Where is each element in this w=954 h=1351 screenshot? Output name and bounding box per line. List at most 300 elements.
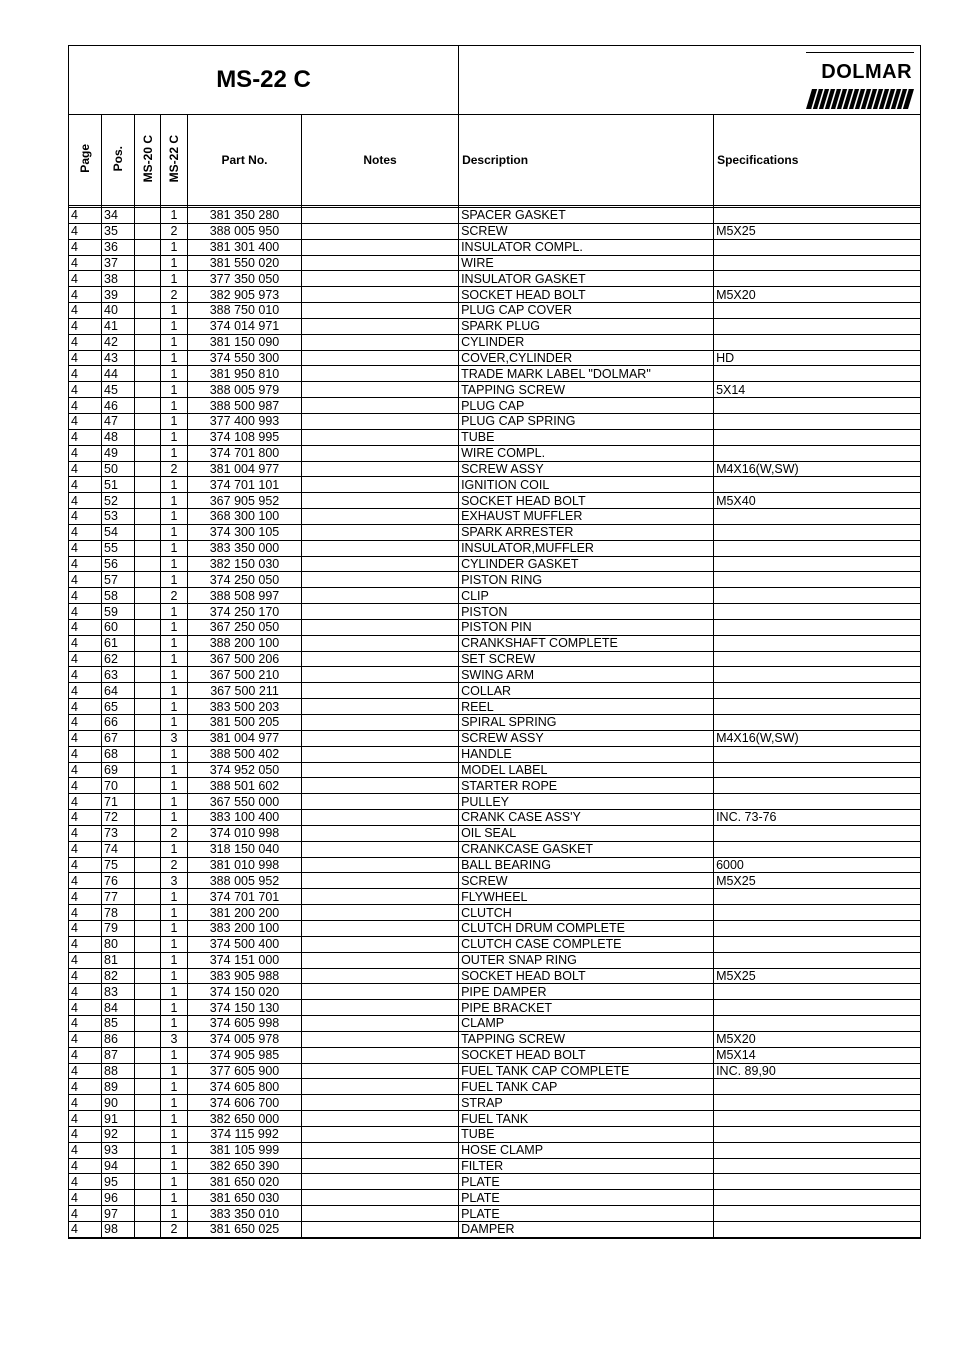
cell-ms22c-qty: 3 bbox=[161, 730, 188, 746]
cell-pos: 44 bbox=[102, 366, 135, 382]
cell-ms20c-qty bbox=[135, 477, 161, 493]
cell-notes bbox=[302, 445, 459, 461]
col-header-notes: Notes bbox=[302, 115, 459, 206]
table-row bbox=[69, 509, 921, 525]
cell-description: PISTON RING bbox=[459, 572, 714, 588]
cell-notes bbox=[302, 619, 459, 635]
cell-specifications bbox=[714, 1111, 921, 1127]
cell-pos: 68 bbox=[102, 746, 135, 762]
cell-specifications bbox=[714, 1126, 921, 1142]
cell-pos: 62 bbox=[102, 651, 135, 667]
page-title: MS-22 C bbox=[69, 46, 459, 115]
cell-page: 4 bbox=[69, 1111, 102, 1127]
cell-ms20c-qty bbox=[135, 1047, 161, 1063]
cell-ms20c-qty bbox=[135, 1190, 161, 1206]
table-row bbox=[69, 635, 921, 651]
cell-description: SCREW bbox=[459, 223, 714, 239]
cell-page: 4 bbox=[69, 667, 102, 683]
cell-pos: 53 bbox=[102, 509, 135, 525]
cell-notes bbox=[302, 1079, 459, 1095]
cell-ms20c-qty bbox=[135, 1000, 161, 1016]
cell-pos: 54 bbox=[102, 524, 135, 540]
cell-ms20c-qty bbox=[135, 889, 161, 905]
cell-notes bbox=[302, 1095, 459, 1111]
cell-pos: 85 bbox=[102, 1016, 135, 1032]
cell-page: 4 bbox=[69, 1079, 102, 1095]
cell-notes bbox=[302, 540, 459, 556]
cell-pos: 61 bbox=[102, 635, 135, 651]
table-row bbox=[69, 271, 921, 287]
cell-ms20c-qty bbox=[135, 746, 161, 762]
table-row bbox=[69, 1190, 921, 1206]
cell-description: SCREW ASSY bbox=[459, 461, 714, 477]
cell-specifications: M5X25 bbox=[714, 968, 921, 984]
table-row bbox=[69, 920, 921, 936]
cell-ms20c-qty bbox=[135, 572, 161, 588]
cell-ms22c-qty: 1 bbox=[161, 1142, 188, 1158]
cell-description: STARTER ROPE bbox=[459, 778, 714, 794]
table-row bbox=[69, 667, 921, 683]
table-row bbox=[69, 208, 921, 224]
table-row bbox=[69, 810, 921, 826]
col-header-page: Page bbox=[69, 115, 102, 206]
table-row bbox=[69, 778, 921, 794]
cell-pos: 82 bbox=[102, 968, 135, 984]
cell-pos: 69 bbox=[102, 762, 135, 778]
cell-notes bbox=[302, 1206, 459, 1222]
cell-ms22c-qty: 3 bbox=[161, 873, 188, 889]
cell-ms20c-qty bbox=[135, 984, 161, 1000]
cell-description: WIRE COMPL. bbox=[459, 445, 714, 461]
cell-ms22c-qty: 1 bbox=[161, 1063, 188, 1079]
cell-specifications bbox=[714, 429, 921, 445]
cell-page: 4 bbox=[69, 398, 102, 414]
cell-specifications: M5X40 bbox=[714, 493, 921, 509]
cell-specifications bbox=[714, 1158, 921, 1174]
table-row bbox=[69, 1063, 921, 1079]
cell-ms22c-qty: 1 bbox=[161, 936, 188, 952]
cell-page: 4 bbox=[69, 984, 102, 1000]
cell-ms22c-qty: 1 bbox=[161, 1126, 188, 1142]
cell-description: CYLINDER bbox=[459, 334, 714, 350]
cell-notes bbox=[302, 1174, 459, 1190]
cell-notes bbox=[302, 318, 459, 334]
cell-page: 4 bbox=[69, 841, 102, 857]
cell-notes bbox=[302, 825, 459, 841]
table-row bbox=[69, 746, 921, 762]
cell-ms20c-qty bbox=[135, 1016, 161, 1032]
cell-description: PIPE BRACKET bbox=[459, 1000, 714, 1016]
cell-specifications bbox=[714, 413, 921, 429]
cell-page: 4 bbox=[69, 1047, 102, 1063]
cell-notes bbox=[302, 382, 459, 398]
cell-pos: 98 bbox=[102, 1222, 135, 1238]
cell-pos: 47 bbox=[102, 413, 135, 429]
cell-description: INSULATOR COMPL. bbox=[459, 239, 714, 255]
cell-pos: 43 bbox=[102, 350, 135, 366]
title-row bbox=[69, 46, 921, 115]
cell-part-number: 388 500 987 bbox=[188, 398, 302, 414]
cell-pos: 65 bbox=[102, 699, 135, 715]
table-row bbox=[69, 1222, 921, 1238]
cell-description: SPARK PLUG bbox=[459, 318, 714, 334]
cell-notes bbox=[302, 1158, 459, 1174]
cell-part-number: 381 150 090 bbox=[188, 334, 302, 350]
cell-notes bbox=[302, 1142, 459, 1158]
cell-page: 4 bbox=[69, 1095, 102, 1111]
cell-notes bbox=[302, 841, 459, 857]
cell-ms20c-qty bbox=[135, 556, 161, 572]
cell-ms22c-qty: 1 bbox=[161, 604, 188, 620]
cell-part-number: 388 005 952 bbox=[188, 873, 302, 889]
table-row bbox=[69, 651, 921, 667]
cell-specifications bbox=[714, 1190, 921, 1206]
cell-page: 4 bbox=[69, 1031, 102, 1047]
cell-ms20c-qty bbox=[135, 1111, 161, 1127]
cell-specifications: M5X25 bbox=[714, 223, 921, 239]
cell-ms20c-qty bbox=[135, 1158, 161, 1174]
cell-part-number: 377 605 900 bbox=[188, 1063, 302, 1079]
cell-ms22c-qty: 1 bbox=[161, 477, 188, 493]
cell-specifications bbox=[714, 762, 921, 778]
table-row bbox=[69, 762, 921, 778]
cell-notes bbox=[302, 778, 459, 794]
cell-description: HANDLE bbox=[459, 746, 714, 762]
cell-part-number: 382 150 030 bbox=[188, 556, 302, 572]
cell-page: 4 bbox=[69, 905, 102, 921]
cell-notes bbox=[302, 667, 459, 683]
cell-pos: 90 bbox=[102, 1095, 135, 1111]
table-row bbox=[69, 382, 921, 398]
cell-notes bbox=[302, 905, 459, 921]
cell-specifications bbox=[714, 1016, 921, 1032]
cell-ms20c-qty bbox=[135, 778, 161, 794]
cell-specifications: INC. 89,90 bbox=[714, 1063, 921, 1079]
cell-part-number: 381 950 810 bbox=[188, 366, 302, 382]
cell-pos: 46 bbox=[102, 398, 135, 414]
cell-ms20c-qty bbox=[135, 255, 161, 271]
cell-ms20c-qty bbox=[135, 1206, 161, 1222]
cell-description: CRANKCASE GASKET bbox=[459, 841, 714, 857]
cell-ms22c-qty: 1 bbox=[161, 762, 188, 778]
cell-notes bbox=[302, 984, 459, 1000]
cell-page: 4 bbox=[69, 540, 102, 556]
logo-stripes-icon bbox=[806, 89, 914, 109]
cell-ms22c-qty: 1 bbox=[161, 398, 188, 414]
cell-notes bbox=[302, 730, 459, 746]
cell-part-number: 381 650 025 bbox=[188, 1222, 302, 1238]
cell-specifications: M4X16(W,SW) bbox=[714, 461, 921, 477]
cell-description: PLATE bbox=[459, 1190, 714, 1206]
cell-ms20c-qty bbox=[135, 794, 161, 810]
cell-ms22c-qty: 1 bbox=[161, 667, 188, 683]
cell-description: TUBE bbox=[459, 429, 714, 445]
cell-part-number: 368 300 100 bbox=[188, 509, 302, 525]
col-header-ms20c: MS-20 C bbox=[135, 115, 161, 206]
cell-specifications bbox=[714, 619, 921, 635]
cell-page: 4 bbox=[69, 730, 102, 746]
cell-page: 4 bbox=[69, 746, 102, 762]
cell-description: PIPE DAMPER bbox=[459, 984, 714, 1000]
cell-page: 4 bbox=[69, 318, 102, 334]
cell-specifications bbox=[714, 825, 921, 841]
cell-part-number: 374 701 101 bbox=[188, 477, 302, 493]
cell-pos: 83 bbox=[102, 984, 135, 1000]
cell-specifications bbox=[714, 1079, 921, 1095]
cell-ms20c-qty bbox=[135, 905, 161, 921]
cell-part-number: 383 100 400 bbox=[188, 810, 302, 826]
cell-notes bbox=[302, 920, 459, 936]
cell-ms22c-qty: 1 bbox=[161, 778, 188, 794]
table-row bbox=[69, 318, 921, 334]
cell-pos: 50 bbox=[102, 461, 135, 477]
cell-notes bbox=[302, 287, 459, 303]
cell-page: 4 bbox=[69, 429, 102, 445]
cell-notes bbox=[302, 524, 459, 540]
cell-specifications bbox=[714, 255, 921, 271]
cell-specifications bbox=[714, 398, 921, 414]
cell-notes bbox=[302, 303, 459, 319]
cell-description: CLUTCH DRUM COMPLETE bbox=[459, 920, 714, 936]
cell-specifications bbox=[714, 1174, 921, 1190]
cell-ms22c-qty: 1 bbox=[161, 493, 188, 509]
cell-description: SOCKET HEAD BOLT bbox=[459, 1047, 714, 1063]
cell-part-number: 367 250 050 bbox=[188, 619, 302, 635]
cell-pos: 84 bbox=[102, 1000, 135, 1016]
cell-page: 4 bbox=[69, 889, 102, 905]
table-row bbox=[69, 334, 921, 350]
cell-part-number: 374 300 105 bbox=[188, 524, 302, 540]
cell-notes bbox=[302, 683, 459, 699]
cell-description: CYLINDER GASKET bbox=[459, 556, 714, 572]
table-row bbox=[69, 524, 921, 540]
cell-notes bbox=[302, 762, 459, 778]
cell-ms20c-qty bbox=[135, 683, 161, 699]
cell-specifications bbox=[714, 920, 921, 936]
cell-description: SPARK ARRESTER bbox=[459, 524, 714, 540]
cell-ms22c-qty: 2 bbox=[161, 223, 188, 239]
cell-pos: 64 bbox=[102, 683, 135, 699]
cell-pos: 45 bbox=[102, 382, 135, 398]
cell-ms20c-qty bbox=[135, 524, 161, 540]
col-header-ms22c: MS-22 C bbox=[161, 115, 188, 206]
cell-specifications bbox=[714, 936, 921, 952]
cell-part-number: 381 550 020 bbox=[188, 255, 302, 271]
cell-ms22c-qty: 1 bbox=[161, 524, 188, 540]
cell-part-number: 374 701 800 bbox=[188, 445, 302, 461]
cell-ms20c-qty bbox=[135, 1126, 161, 1142]
cell-description: TAPPING SCREW bbox=[459, 382, 714, 398]
cell-notes bbox=[302, 429, 459, 445]
cell-part-number: 374 606 700 bbox=[188, 1095, 302, 1111]
cell-part-number: 382 650 000 bbox=[188, 1111, 302, 1127]
cell-description: CLAMP bbox=[459, 1016, 714, 1032]
cell-specifications: M5X20 bbox=[714, 287, 921, 303]
cell-pos: 95 bbox=[102, 1174, 135, 1190]
cell-ms20c-qty bbox=[135, 382, 161, 398]
col-header-description: Description bbox=[459, 115, 714, 206]
cell-pos: 76 bbox=[102, 873, 135, 889]
cell-ms22c-qty: 2 bbox=[161, 461, 188, 477]
cell-specifications bbox=[714, 715, 921, 731]
cell-notes bbox=[302, 588, 459, 604]
cell-description: FLYWHEEL bbox=[459, 889, 714, 905]
table-row bbox=[69, 905, 921, 921]
cell-ms20c-qty bbox=[135, 239, 161, 255]
cell-part-number: 374 115 992 bbox=[188, 1126, 302, 1142]
cell-description: SCREW ASSY bbox=[459, 730, 714, 746]
cell-description: INSULATOR GASKET bbox=[459, 271, 714, 287]
cell-specifications bbox=[714, 303, 921, 319]
cell-ms20c-qty bbox=[135, 651, 161, 667]
cell-specifications: M5X20 bbox=[714, 1031, 921, 1047]
cell-specifications: INC. 73-76 bbox=[714, 810, 921, 826]
cell-pos: 79 bbox=[102, 920, 135, 936]
cell-page: 4 bbox=[69, 350, 102, 366]
cell-pos: 38 bbox=[102, 271, 135, 287]
cell-ms20c-qty bbox=[135, 762, 161, 778]
cell-part-number: 374 605 800 bbox=[188, 1079, 302, 1095]
cell-notes bbox=[302, 746, 459, 762]
cell-part-number: 374 108 995 bbox=[188, 429, 302, 445]
cell-part-number: 374 500 400 bbox=[188, 936, 302, 952]
cell-notes bbox=[302, 1190, 459, 1206]
table-row bbox=[69, 873, 921, 889]
table-row bbox=[69, 1174, 921, 1190]
cell-description: PLUG CAP COVER bbox=[459, 303, 714, 319]
cell-page: 4 bbox=[69, 493, 102, 509]
cell-page: 4 bbox=[69, 239, 102, 255]
cell-ms20c-qty bbox=[135, 1079, 161, 1095]
cell-ms20c-qty bbox=[135, 540, 161, 556]
cell-part-number: 388 005 979 bbox=[188, 382, 302, 398]
parts-table bbox=[68, 45, 921, 1239]
cell-description: TAPPING SCREW bbox=[459, 1031, 714, 1047]
cell-ms20c-qty bbox=[135, 1174, 161, 1190]
cell-notes bbox=[302, 873, 459, 889]
cell-notes bbox=[302, 223, 459, 239]
cell-ms22c-qty: 1 bbox=[161, 1158, 188, 1174]
col-header-specifications: Specifications bbox=[714, 115, 921, 206]
cell-pos: 66 bbox=[102, 715, 135, 731]
cell-pos: 80 bbox=[102, 936, 135, 952]
cell-notes bbox=[302, 889, 459, 905]
cell-part-number: 388 200 100 bbox=[188, 635, 302, 651]
cell-specifications: HD bbox=[714, 350, 921, 366]
table-row bbox=[69, 303, 921, 319]
cell-page: 4 bbox=[69, 1126, 102, 1142]
cell-ms22c-qty: 1 bbox=[161, 905, 188, 921]
cell-ms22c-qty: 1 bbox=[161, 952, 188, 968]
cell-pos: 73 bbox=[102, 825, 135, 841]
cell-specifications bbox=[714, 778, 921, 794]
cell-page: 4 bbox=[69, 1222, 102, 1238]
cell-part-number: 383 500 203 bbox=[188, 699, 302, 715]
cell-description: WIRE bbox=[459, 255, 714, 271]
cell-pos: 88 bbox=[102, 1063, 135, 1079]
cell-part-number: 377 400 993 bbox=[188, 413, 302, 429]
table-row bbox=[69, 699, 921, 715]
cell-page: 4 bbox=[69, 825, 102, 841]
cell-page: 4 bbox=[69, 524, 102, 540]
cell-pos: 55 bbox=[102, 540, 135, 556]
cell-ms20c-qty bbox=[135, 1222, 161, 1238]
table-row bbox=[69, 936, 921, 952]
cell-specifications bbox=[714, 524, 921, 540]
cell-ms22c-qty: 1 bbox=[161, 889, 188, 905]
cell-description: COLLAR bbox=[459, 683, 714, 699]
table-row bbox=[69, 223, 921, 239]
cell-pos: 96 bbox=[102, 1190, 135, 1206]
cell-ms22c-qty: 3 bbox=[161, 1031, 188, 1047]
cell-ms20c-qty bbox=[135, 1142, 161, 1158]
cell-part-number: 381 004 977 bbox=[188, 730, 302, 746]
cell-ms22c-qty: 1 bbox=[161, 239, 188, 255]
cell-specifications bbox=[714, 1206, 921, 1222]
cell-page: 4 bbox=[69, 936, 102, 952]
cell-specifications bbox=[714, 794, 921, 810]
cell-part-number: 381 004 977 bbox=[188, 461, 302, 477]
cell-specifications bbox=[714, 540, 921, 556]
col-header-pos: Pos. bbox=[102, 115, 135, 206]
cell-description: SOCKET HEAD BOLT bbox=[459, 287, 714, 303]
cell-ms22c-qty: 1 bbox=[161, 968, 188, 984]
cell-notes bbox=[302, 572, 459, 588]
cell-page: 4 bbox=[69, 271, 102, 287]
table-row bbox=[69, 287, 921, 303]
cell-pos: 91 bbox=[102, 1111, 135, 1127]
cell-part-number: 383 350 010 bbox=[188, 1206, 302, 1222]
cell-description: PLATE bbox=[459, 1206, 714, 1222]
cell-ms20c-qty bbox=[135, 429, 161, 445]
cell-ms22c-qty: 2 bbox=[161, 857, 188, 873]
cell-ms22c-qty: 1 bbox=[161, 746, 188, 762]
cell-ms20c-qty bbox=[135, 810, 161, 826]
cell-ms20c-qty bbox=[135, 968, 161, 984]
brand-name: DOLMAR bbox=[821, 61, 913, 83]
cell-notes bbox=[302, 413, 459, 429]
cell-specifications bbox=[714, 445, 921, 461]
cell-notes bbox=[302, 1222, 459, 1238]
cell-ms22c-qty: 1 bbox=[161, 794, 188, 810]
table-row bbox=[69, 952, 921, 968]
cell-specifications bbox=[714, 635, 921, 651]
table-row bbox=[69, 683, 921, 699]
cell-ms22c-qty: 1 bbox=[161, 1000, 188, 1016]
cell-notes bbox=[302, 715, 459, 731]
cell-part-number: 383 905 988 bbox=[188, 968, 302, 984]
cell-part-number: 374 010 998 bbox=[188, 825, 302, 841]
table-row bbox=[69, 1126, 921, 1142]
cell-page: 4 bbox=[69, 683, 102, 699]
cell-ms22c-qty: 1 bbox=[161, 271, 188, 287]
cell-notes bbox=[302, 1111, 459, 1127]
cell-ms22c-qty: 1 bbox=[161, 1190, 188, 1206]
cell-part-number: 388 750 010 bbox=[188, 303, 302, 319]
cell-pos: 39 bbox=[102, 287, 135, 303]
cell-part-number: 374 150 020 bbox=[188, 984, 302, 1000]
cell-ms22c-qty: 1 bbox=[161, 920, 188, 936]
cell-part-number: 374 005 978 bbox=[188, 1031, 302, 1047]
cell-description: SPIRAL SPRING bbox=[459, 715, 714, 731]
cell-ms20c-qty bbox=[135, 509, 161, 525]
cell-specifications: M4X16(W,SW) bbox=[714, 730, 921, 746]
cell-notes bbox=[302, 477, 459, 493]
cell-notes bbox=[302, 857, 459, 873]
cell-part-number: 377 350 050 bbox=[188, 271, 302, 287]
cell-page: 4 bbox=[69, 778, 102, 794]
cell-ms22c-qty: 1 bbox=[161, 715, 188, 731]
